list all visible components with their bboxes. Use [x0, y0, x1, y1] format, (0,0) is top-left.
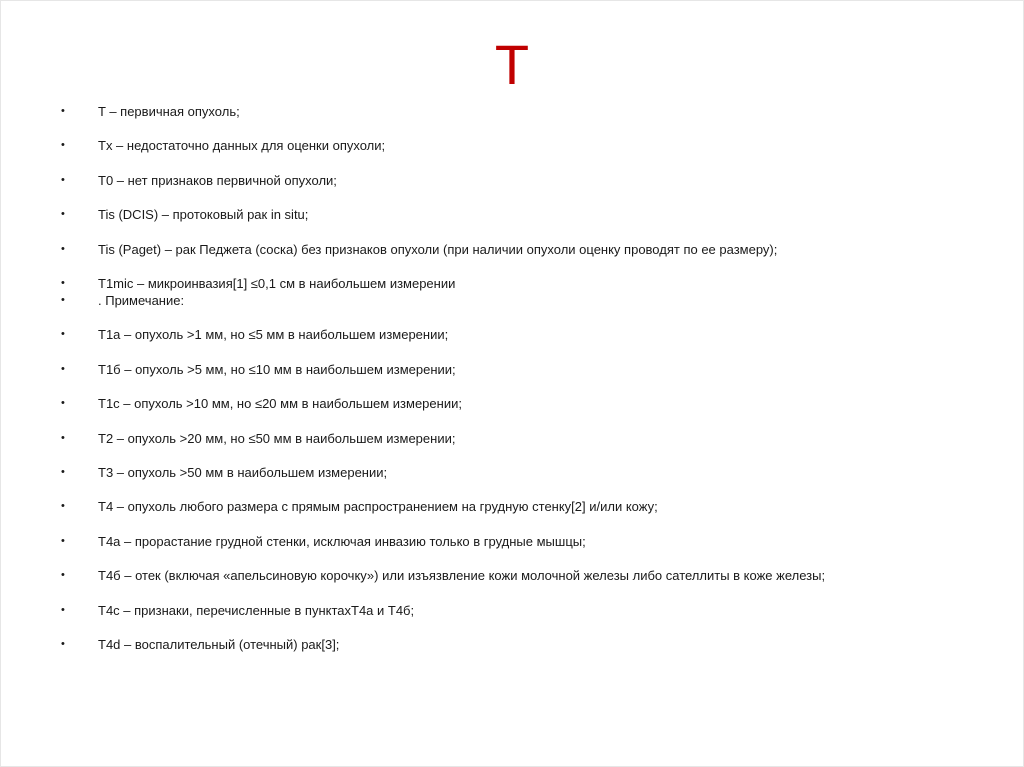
bullet-icon: • [61, 243, 65, 255]
list-item [61, 137, 386, 154]
list-item [61, 567, 826, 584]
slide-title: T [494, 33, 530, 96]
list-item [61, 326, 449, 343]
list-item-text: T0 – нет признаков первичной опухоли; [98, 173, 337, 188]
list-item-text: T1a – опухоль >1 мм, но ≤5 мм в наибольшем измерении; [98, 327, 449, 342]
list-item-text: T – первичная опухоль; [98, 104, 240, 119]
list-item-text: Tis (Paget) – рак Педжета (соска) без признаков опухоли (при наличии опухоли оценку проводят по ее размеру); [98, 242, 778, 257]
bullet-icon: • [61, 466, 65, 478]
list-item [61, 430, 456, 447]
bullet-icon: • [61, 277, 65, 289]
list-item-text: T4c – признаки, перечисленные в пунктахT4a и T4б; [98, 603, 415, 618]
list-item [61, 206, 309, 223]
bullet-icon: • [61, 432, 65, 444]
list-item [61, 275, 456, 292]
list-item [61, 292, 185, 309]
bullet-icon: • [61, 638, 65, 650]
bullet-icon: • [61, 105, 65, 117]
list-item-text: T1mic – микроинвазия[1] ≤0,1 см в наибольшем измерении [98, 276, 456, 291]
bullet-icon: • [61, 397, 65, 409]
list-item-text: T4d – воспалительный (отечный) рак[3]; [98, 637, 340, 652]
list-item [61, 498, 658, 515]
list-item [61, 361, 456, 378]
bullet-icon: • [61, 569, 65, 581]
list-item [61, 602, 415, 619]
bullet-icon: • [61, 208, 65, 220]
list-item-text: T4 – опухоль любого размера с прямым распространением на грудную стенку[2] и/или кожу; [98, 499, 658, 514]
list-item-text: T3 – опухоль >50 мм в наибольшем измерении; [98, 465, 388, 480]
list-item [61, 103, 240, 120]
bullet-icon: • [61, 604, 65, 616]
bullet-icon: • [61, 500, 65, 512]
bullet-list [1, 1, 1023, 766]
list-item-text: T4a – прорастание грудной стенки, исключая инвазию только в грудные мышцы; [98, 534, 586, 549]
list-item [61, 464, 388, 481]
list-item [61, 241, 778, 258]
list-item-text: T2 – опухоль >20 мм, но ≤50 мм в наибольшем измерении; [98, 431, 456, 446]
list-item [61, 636, 340, 653]
bullet-icon: • [61, 363, 65, 375]
list-item [61, 395, 462, 412]
list-item [61, 172, 337, 189]
list-item-text: T1б – опухоль >5 мм, но ≤10 мм в наибольшем измерении; [98, 362, 456, 377]
bullet-icon: • [61, 139, 65, 151]
list-item-text: T1c – опухоль >10 мм, но ≤20 мм в наибольшем измерении; [98, 396, 462, 411]
bullet-icon: • [61, 535, 65, 547]
list-item-text: . Примечание: [98, 293, 185, 308]
list-item-text: Tx – недостаточно данных для оценки опухоли; [98, 138, 386, 153]
bullet-icon: • [61, 294, 65, 306]
bullet-icon: • [61, 328, 65, 340]
list-item-text: Tis (DCIS) – протоковый рак in situ; [98, 207, 309, 222]
list-item-text: T4б – отек (включая «апельсиновую корочку») или изъязвление кожи молочной железы либо сателлиты в коже железы; [98, 568, 826, 583]
list-item [61, 533, 586, 550]
bullet-icon: • [61, 174, 65, 186]
